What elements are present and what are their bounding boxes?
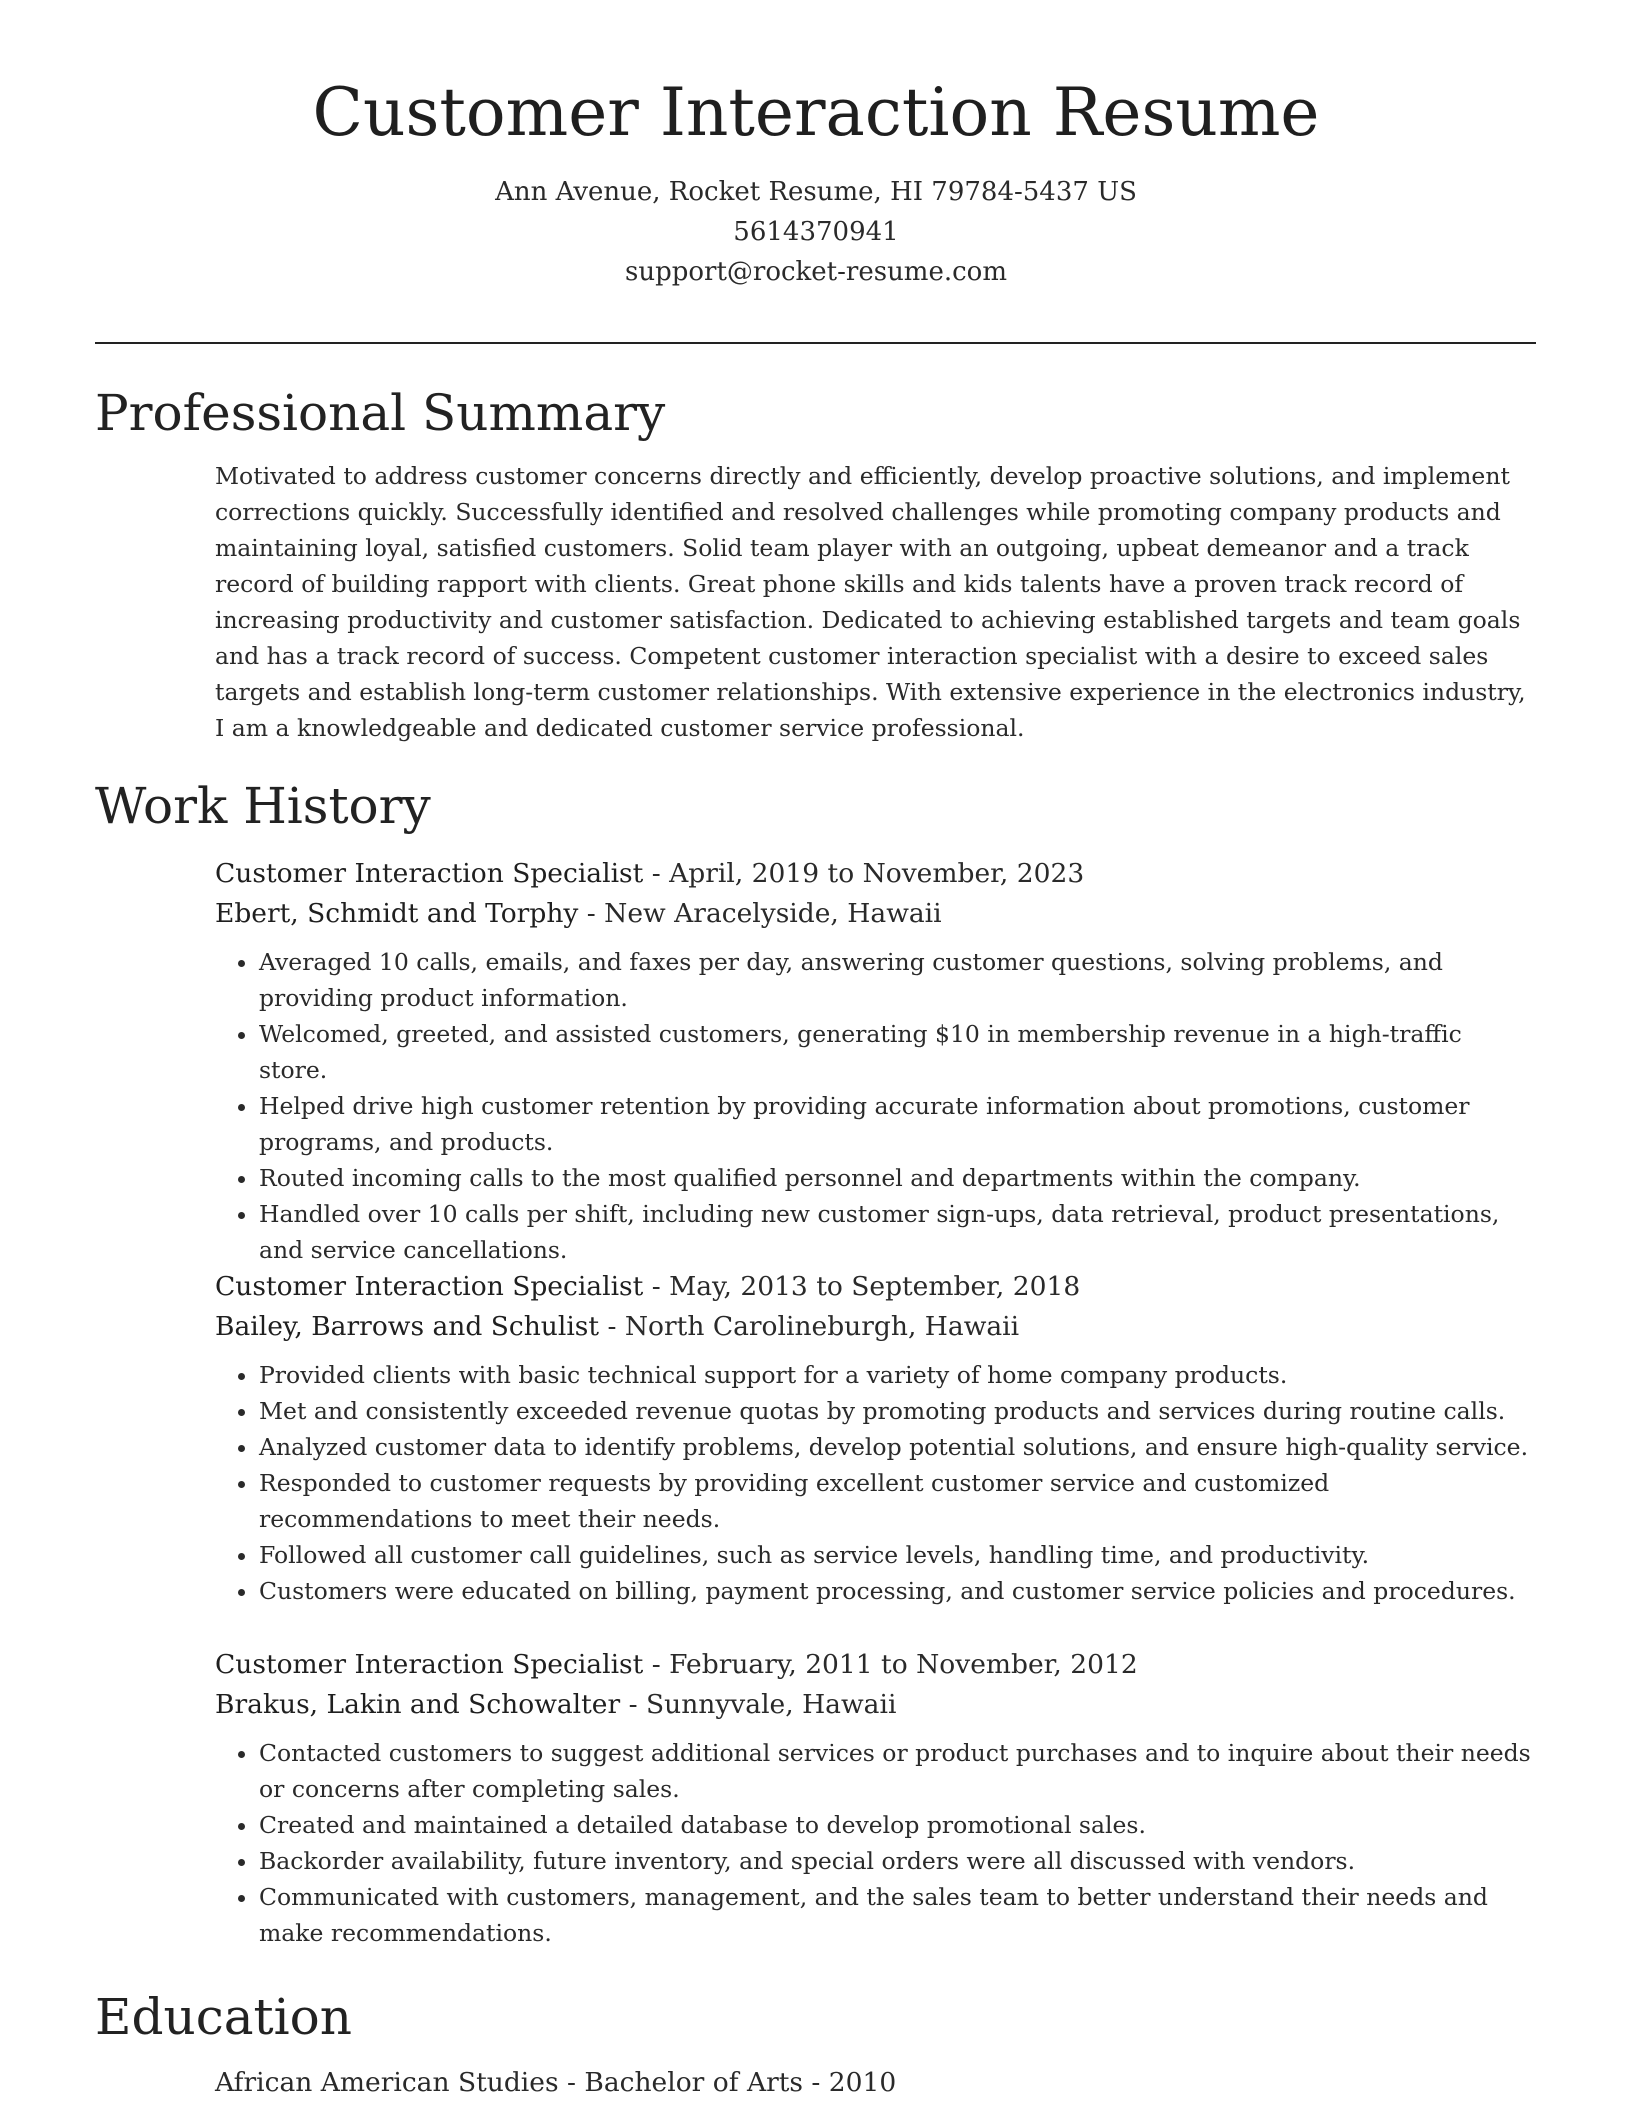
job-bullet: • Analyzed customer data to identify problems, develop potential solutions, and ensure high-quality service. [259,1429,1535,1465]
job-company-line [215,1685,1535,1725]
job-entry [215,854,1535,1268]
job-location: - Sunnyvale, Hawaii [620,1689,897,1720]
contact-phone: 5614370941 [733,217,899,247]
education-line: African American Studies - Bachelor of Arts - 2010 [215,2067,897,2098]
job-bullet: • Responded to customer requests by providing excellent customer service and customized recommendations to meet their needs. [259,1465,1535,1537]
job-title: Customer Interaction Specialist [215,1271,644,1302]
summary-section [215,458,1535,746]
job-bullet: • Helped drive high customer retention by providing accurate information about promotions, customer programs, and products. [259,1088,1535,1160]
job-bullets [215,1735,1535,1951]
job-entry [215,1645,1535,1951]
job-location: - New Aracelyside, Hawaii [578,898,942,929]
job-entry [215,1267,1535,1609]
job-bullet: • Handled over 10 calls per shift, including new customer sign-ups, data retrieval, product presentations, and service cancellations. [259,1196,1535,1268]
job-bullets [215,944,1535,1268]
job-bullet: • Routed incoming calls to the most qualified personnel and departments within the company. [259,1160,1535,1196]
job-title-line [215,1645,1535,1685]
job-company: Ebert, Schmidt and Torphy [215,898,579,929]
job-title: Customer Interaction Specialist [215,1649,644,1680]
job-bullets [215,1357,1535,1609]
job-bullet: • Customers were educated on billing, payment processing, and customer service policies and procedures. [259,1573,1535,1609]
education-heading: Education [95,1988,352,2046]
contact-email: support@rocket-resume.com [624,257,1007,287]
education-entry [215,2063,1535,2103]
job-company: Brakus, Lakin and Schowalter [215,1689,621,1720]
job-dates: - April, 2019 to November, 2023 [643,858,1085,889]
job-bullet: • Provided clients with basic technical support for a variety of home company products. [259,1357,1535,1393]
job-bullet: • Backorder availability, future inventory, and special orders were all discussed with vendors. [259,1843,1535,1879]
job-title: Customer Interaction Specialist [215,858,644,889]
summary-heading: Professional Summary [95,384,666,442]
header-divider [95,342,1536,344]
contact-block [0,172,1632,292]
job-title-line [215,1267,1535,1307]
job-dates: - February, 2011 to November, 2012 [643,1649,1138,1680]
job-bullet: • Followed all customer call guidelines, such as service levels, handling time, and productivity. [259,1537,1535,1573]
resume-header [0,74,1632,292]
job-location: - North Carolineburgh, Hawaii [599,1311,1020,1342]
job-bullet: • Contacted customers to suggest additional services or product purchases and to inquire about their needs or concerns after completing sales. [259,1735,1535,1807]
job-company-line [215,894,1535,934]
summary-text: Motivated to address customer concerns directly and efficiently, develop proactive solutions, and implement corrections quickly. Successfully identified and resolved challenges while promoting company products and maintaining loyal, satisfied customers. Solid team player with an outgoing, upbeat demeanor and a track record of building rapport with clients. Great phone skills and kids talents have a proven track record of increasing productivity and customer satisfaction. Dedicated to achieving established targets and team goals and has a track record of success. Competent customer interaction specialist with a desire to exceed sales targets and establish long-term customer relationships. With extensive experience in the electronics industry, I am a knowledgeable and dedicated customer service professional. [215,462,1526,742]
job-title-line [215,854,1535,894]
contact-address: Ann Avenue, Rocket Resume, HI 79784-5437 US [495,177,1137,207]
job-company: Bailey, Barrows and Schulist [215,1311,600,1342]
job-bullet: • Met and consistently exceeded revenue quotas by promoting products and services during routine calls. [259,1393,1535,1429]
job-dates: - May, 2013 to September, 2018 [643,1271,1081,1302]
job-bullet: • Communicated with customers, management, and the sales team to better understand their needs and make recommendations. [259,1879,1535,1951]
job-bullet: • Created and maintained a detailed database to develop promotional sales. [259,1807,1535,1843]
job-company-line [215,1307,1535,1347]
job-bullet: • Averaged 10 calls, emails, and faxes per day, answering customer questions, solving problems, and providing product information. [259,944,1535,1016]
resume-title: Customer Interaction Resume [312,74,1320,151]
work-history-heading: Work History [95,777,431,835]
job-bullet: • Welcomed, greeted, and assisted customers, generating $10 in membership revenue in a high-traffic store. [259,1016,1535,1088]
